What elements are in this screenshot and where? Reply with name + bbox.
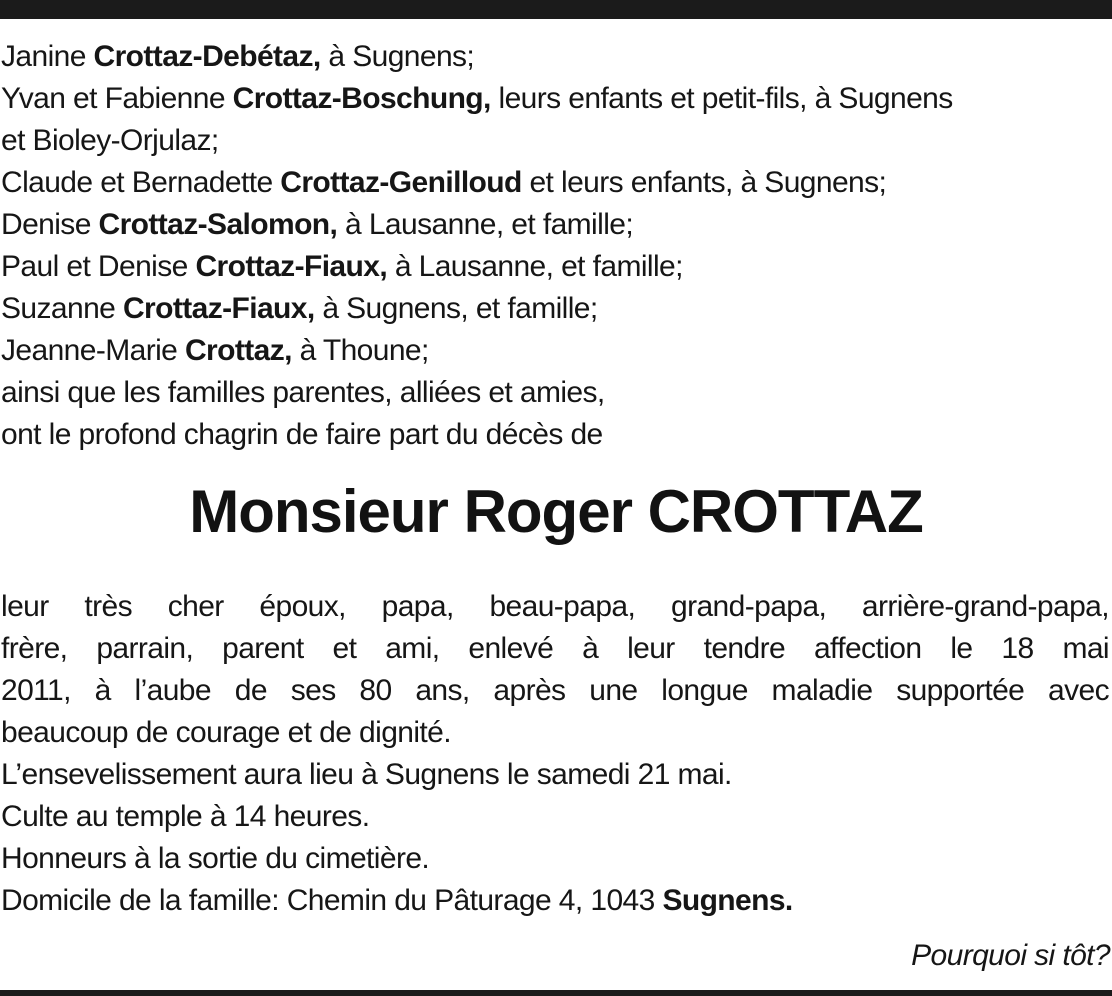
family-surname: Crottaz-Salomon, bbox=[98, 208, 338, 241]
paragraph-line: leur très cher époux, papa, beau-papa, grand-papa, arrière-grand-papa, bbox=[1, 590, 1109, 623]
family-line-suffix: à Lausanne, et famille; bbox=[387, 250, 683, 283]
honours-info: Honneurs à la sortie du cimetière. bbox=[1, 842, 430, 875]
family-line-prefix: et Bioley-Orjulaz; bbox=[1, 124, 219, 157]
family-list bbox=[1, 36, 1109, 456]
family-line bbox=[1, 246, 1109, 288]
family-line-prefix: Paul et Denise bbox=[1, 250, 196, 283]
family-surname: Crottaz-Fiaux, bbox=[122, 292, 315, 325]
paragraph-line: 2011, à l’aube de ses 80 ans, après une longue maladie supportée avec bbox=[1, 674, 1109, 707]
family-line-prefix: ont le profond chagrin de faire part du décès de bbox=[1, 418, 603, 451]
bottom-rule bbox=[0, 990, 1112, 996]
closing-motto: Pourquoi si tôt? bbox=[911, 939, 1110, 972]
address-text: Domicile de la famille: Chemin du Pâturage 4, 1043 bbox=[1, 884, 663, 917]
family-line bbox=[1, 414, 1109, 456]
family-line bbox=[1, 288, 1109, 330]
family-line-suffix: et leurs enfants, à Sugnens; bbox=[521, 166, 887, 199]
family-line bbox=[1, 204, 1109, 246]
family-line-prefix: ainsi que les familles parentes, alliées et amies, bbox=[1, 376, 605, 409]
top-rule bbox=[0, 0, 1112, 19]
family-line bbox=[1, 372, 1109, 414]
family-line-suffix: à Sugnens, et famille; bbox=[314, 292, 598, 325]
family-line-suffix: à Lausanne, et famille; bbox=[337, 208, 634, 241]
paragraph-line: beaucoup de courage et de dignité. bbox=[1, 716, 451, 749]
deceased-name: Monsieur Roger CROTTAZ bbox=[189, 478, 923, 545]
paragraph-line: frère, parrain, parent et ami, enlevé à leur tendre affection le 18 mai bbox=[1, 632, 1109, 665]
family-surname: Crottaz, bbox=[184, 334, 292, 367]
family-line bbox=[1, 330, 1109, 372]
family-line-prefix: Jeanne-Marie bbox=[1, 334, 185, 367]
family-line bbox=[1, 162, 1109, 204]
family-surname: Crottaz-Debétaz, bbox=[93, 40, 321, 73]
family-line-prefix: Claude et Bernadette bbox=[1, 166, 281, 199]
family-line-prefix: Denise bbox=[1, 208, 99, 241]
family-line bbox=[1, 120, 1109, 162]
family-line-prefix: Suzanne bbox=[1, 292, 123, 325]
funeral-info: L’ensevelissement aura lieu à Sugnens le samedi 21 mai. bbox=[1, 758, 732, 791]
announcement-body bbox=[1, 586, 1109, 922]
family-line bbox=[1, 78, 1109, 120]
family-line-prefix: Janine bbox=[1, 40, 94, 73]
family-line-suffix: à Sugnens; bbox=[320, 40, 475, 73]
family-surname: Crottaz-Genilloud bbox=[280, 166, 522, 199]
family-surname: Crottaz-Boschung, bbox=[232, 82, 491, 115]
family-line-suffix: à Thoune; bbox=[291, 334, 429, 367]
family-line-suffix: leurs enfants et petit-fils, à Sugnens bbox=[490, 82, 953, 115]
service-info: Culte au temple à 14 heures. bbox=[1, 800, 370, 833]
family-address bbox=[1, 880, 1109, 922]
address-town: Sugnens. bbox=[662, 884, 793, 917]
family-surname: Crottaz-Fiaux, bbox=[195, 250, 388, 283]
family-line bbox=[1, 36, 1109, 78]
family-line-prefix: Yvan et Fabienne bbox=[1, 82, 233, 115]
